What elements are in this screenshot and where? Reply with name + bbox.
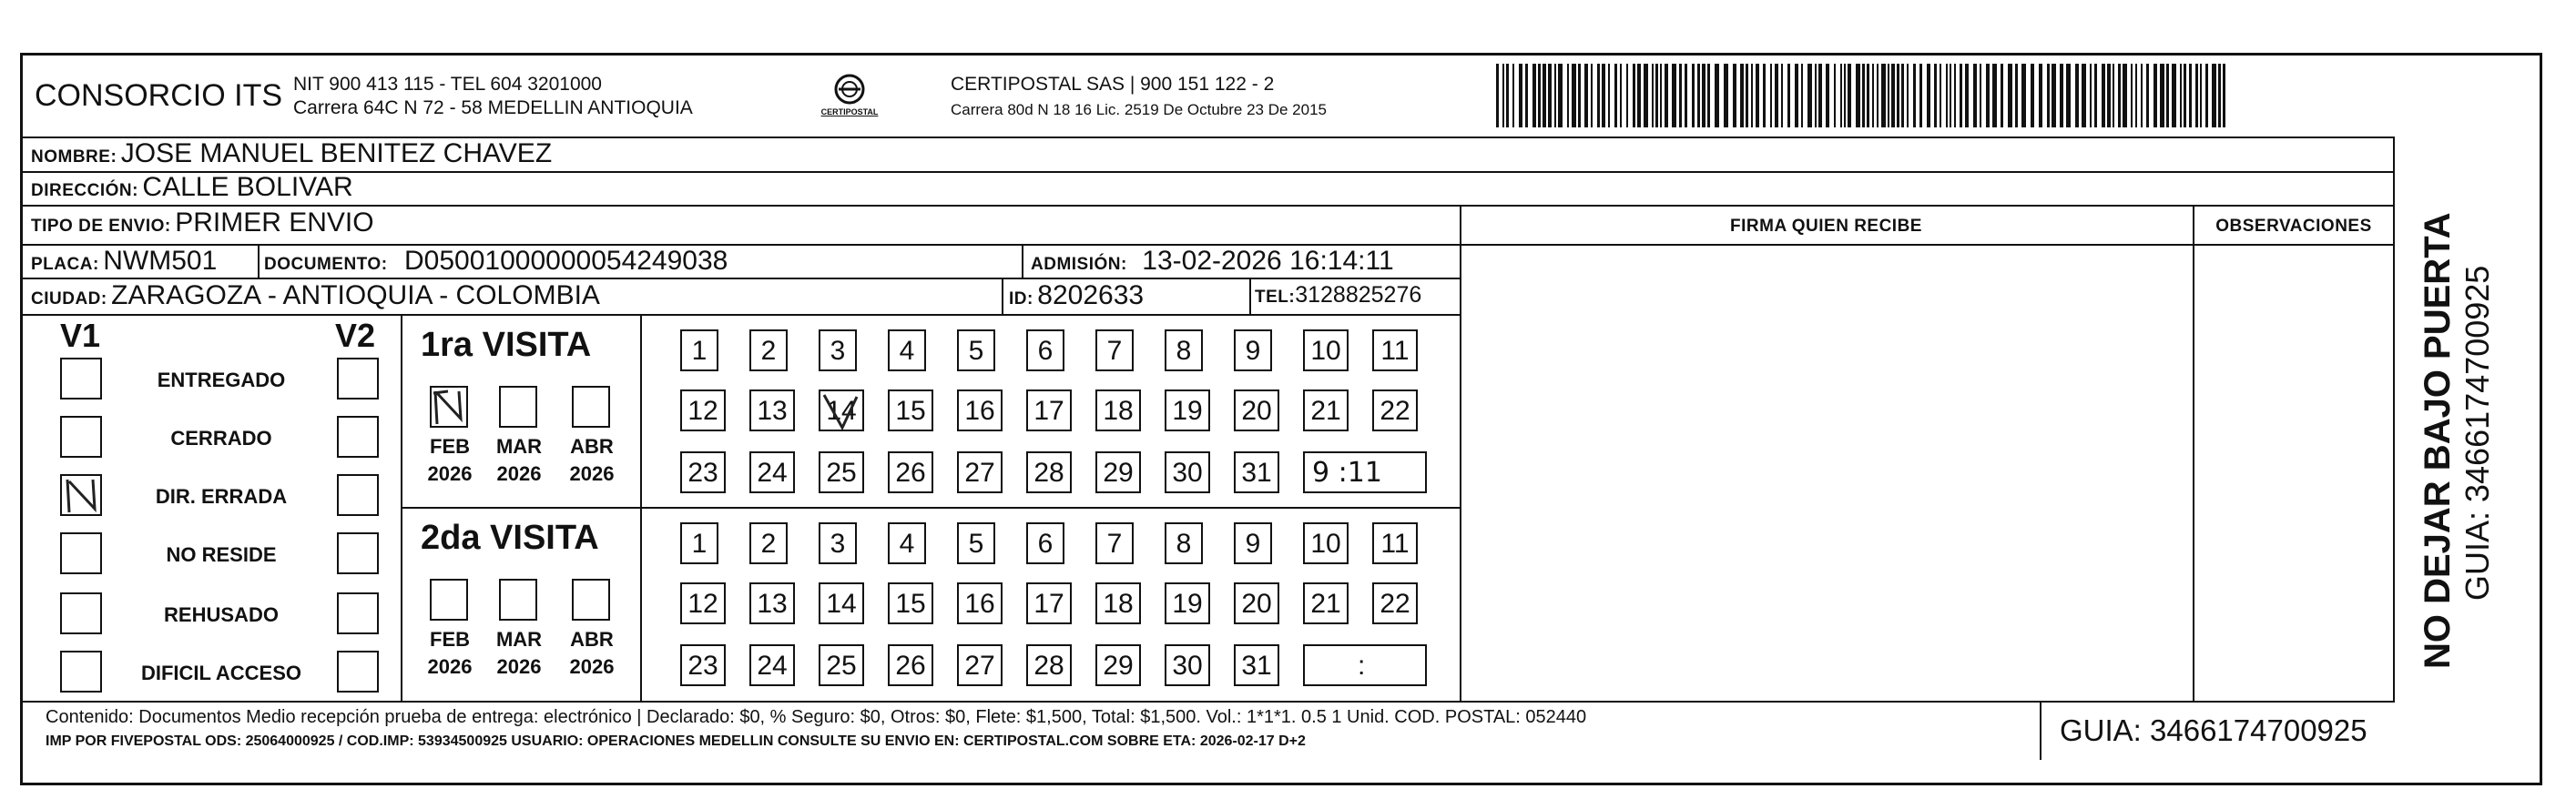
- tipo-envio-label: TIPO DE ENVIO:: [31, 217, 171, 236]
- month-year: 2026: [496, 655, 542, 678]
- status-label: CERRADO: [170, 427, 272, 450]
- day-box[interactable]: [1165, 644, 1210, 686]
- month-year: 2026: [569, 462, 615, 485]
- day-box[interactable]: [680, 451, 726, 493]
- day-number: 7: [1106, 336, 1123, 366]
- day-number: 4: [899, 336, 915, 366]
- day-number: 21: [1310, 396, 1341, 426]
- day-box[interactable]: [1026, 389, 1072, 431]
- day-number: 29: [1103, 458, 1134, 488]
- day-number: 14: [826, 589, 857, 619]
- ciudad-label: CIUDAD:: [31, 289, 107, 308]
- day-number: 15: [895, 396, 926, 426]
- month-checkbox[interactable]: [430, 579, 468, 621]
- v2-checkbox[interactable]: [337, 474, 379, 516]
- company-address: Carrera 64C N 72 - 58 MEDELLIN ANTIOQUIA: [293, 97, 693, 118]
- day-number: 8: [1176, 336, 1192, 366]
- v2-checkbox[interactable]: [337, 532, 379, 574]
- day-number: 19: [1172, 396, 1203, 426]
- day-number: 16: [964, 396, 995, 426]
- placa-value: NWM501: [103, 246, 218, 276]
- day-number: 6: [1037, 336, 1054, 366]
- day-number: 3: [830, 336, 846, 366]
- month-label: FEB: [430, 628, 470, 651]
- visit-title: 1ra VISITA: [421, 326, 592, 364]
- documento-value: D05001000000054249038: [404, 246, 728, 276]
- ciudad-value: ZARAGOZA - ANTIOQUIA - COLOMBIA: [111, 280, 600, 310]
- courier-name: CERTIPOSTAL SAS | 900 151 122 - 2: [951, 74, 1275, 95]
- day-box[interactable]: [1026, 582, 1072, 624]
- day-box[interactable]: [1372, 522, 1418, 564]
- day-box[interactable]: [1026, 644, 1072, 686]
- month-checkbox[interactable]: [430, 386, 468, 428]
- day-box[interactable]: [1095, 389, 1141, 431]
- day-number: 27: [964, 458, 995, 488]
- day-box[interactable]: [749, 522, 788, 564]
- month-year: 2026: [496, 462, 542, 485]
- day-box[interactable]: [1095, 644, 1141, 686]
- day-box[interactable]: [680, 329, 718, 371]
- day-box[interactable]: [1165, 582, 1210, 624]
- placa-label: PLACA:: [31, 255, 99, 274]
- day-number: 22: [1380, 396, 1410, 426]
- footer-imp: IMP POR FIVEPOSTAL ODS: 25064000925 / COD.IMP: 53934500925 USUARIO: OPERACIONES MEDELLIN CONSULTE SU ENVIO EN: CERTIPOSTAL.COM SOBRE ETA: 2026-02-17 D+2: [46, 733, 1306, 749]
- day-box[interactable]: [819, 582, 864, 624]
- status-label: NO RESIDE: [166, 543, 277, 566]
- side-guia: GUIA: 3466174700925: [2459, 265, 2496, 601]
- day-box[interactable]: [749, 389, 795, 431]
- v2-checkbox[interactable]: [337, 358, 379, 400]
- day-box[interactable]: [1095, 451, 1141, 493]
- status-label: ENTREGADO: [157, 369, 286, 391]
- day-box[interactable]: [680, 522, 718, 564]
- day-number: 13: [757, 396, 788, 426]
- tel-value: 3128825276: [1295, 282, 1422, 308]
- day-box[interactable]: [888, 582, 933, 624]
- day-number: 13: [757, 589, 788, 619]
- time-box[interactable]: [1303, 451, 1427, 493]
- day-number: 9: [1245, 336, 1261, 366]
- v2-checkbox[interactable]: [337, 416, 379, 458]
- day-number: 26: [895, 651, 926, 681]
- visit-title: 2da VISITA: [421, 519, 599, 557]
- day-number: 5: [968, 336, 984, 366]
- courier-address: Carrera 80d N 18 16 Lic. 2519 De Octubre 23 De 2015: [951, 101, 1327, 118]
- company-nit: NIT 900 413 115 - TEL 604 3201000: [293, 74, 602, 95]
- day-number: 1: [691, 336, 708, 366]
- day-box[interactable]: [888, 389, 933, 431]
- day-number: 4: [899, 529, 915, 559]
- v2-header: V2: [335, 317, 376, 354]
- observaciones-header: OBSERVACIONES: [2215, 217, 2372, 236]
- day-box[interactable]: [1026, 522, 1064, 564]
- day-box[interactable]: [1234, 522, 1272, 564]
- month-label: FEB: [430, 435, 470, 458]
- day-number: 20: [1241, 396, 1272, 426]
- day-number: 10: [1310, 529, 1341, 559]
- logo-text: CERTIPOSTAL: [820, 107, 879, 116]
- day-box[interactable]: [1372, 389, 1418, 431]
- day-number: 23: [687, 458, 718, 488]
- day-number: 29: [1103, 651, 1134, 681]
- day-number: 11: [1380, 529, 1410, 559]
- month-year: 2026: [427, 462, 473, 485]
- tipo-envio-value: PRIMER ENVIO: [175, 207, 374, 238]
- day-box[interactable]: [1234, 582, 1279, 624]
- direccion-value: CALLE BOLIVAR: [142, 172, 353, 202]
- day-box[interactable]: [957, 522, 995, 564]
- day-box[interactable]: [1026, 451, 1072, 493]
- day-box[interactable]: [1095, 522, 1134, 564]
- day-box[interactable]: [1234, 644, 1279, 686]
- month-year: 2026: [427, 655, 473, 678]
- day-number: 19: [1172, 589, 1203, 619]
- v1-checkbox[interactable]: [60, 651, 102, 693]
- day-number: 15: [895, 589, 926, 619]
- day-box[interactable]: [819, 451, 864, 493]
- day-box[interactable]: [957, 329, 995, 371]
- side-warning: NO DEJAR BAJO PUERTA: [2418, 212, 2458, 669]
- id-label: ID:: [1009, 289, 1033, 308]
- month-checkbox[interactable]: [499, 579, 537, 621]
- day-number: 22: [1380, 589, 1410, 619]
- day-box[interactable]: [749, 582, 795, 624]
- day-box[interactable]: [749, 329, 788, 371]
- day-box[interactable]: [1165, 389, 1210, 431]
- day-number: 12: [687, 396, 718, 426]
- day-box[interactable]: [680, 582, 726, 624]
- day-number: 21: [1310, 589, 1341, 619]
- day-number: 24: [757, 458, 788, 488]
- day-box[interactable]: [888, 644, 933, 686]
- day-box[interactable]: [819, 644, 864, 686]
- month-checkbox[interactable]: [572, 579, 610, 621]
- status-label: DIR. ERRADA: [155, 485, 288, 508]
- day-box[interactable]: [888, 522, 926, 564]
- day-number: 11: [1380, 336, 1410, 366]
- day-number: 23: [687, 651, 718, 681]
- status-label: REHUSADO: [164, 603, 279, 626]
- day-number: 30: [1172, 458, 1203, 488]
- month-label: MAR: [495, 435, 543, 458]
- day-box[interactable]: [1234, 389, 1279, 431]
- day-box[interactable]: [1165, 522, 1203, 564]
- day-box[interactable]: [1095, 582, 1141, 624]
- day-number: 8: [1176, 529, 1192, 559]
- day-box[interactable]: [1372, 329, 1418, 371]
- day-number: 17: [1033, 396, 1064, 426]
- admision-label: ADMISIÓN:: [1031, 255, 1127, 274]
- footer-contenido: Contenido: Documentos Medio recepción prueba de entrega: electrónico | Declarado: $0, % Seguro: $0, Otros: $0, Flete: $1,500, Total: $1,500. Vol.: 1*1*1. 0.5 1 Unid. COD. POSTAL: 052440: [46, 707, 1587, 727]
- status-label: DIFICIL ACCESO: [140, 662, 301, 684]
- company-name: CONSORCIO ITS: [35, 78, 283, 113]
- day-number: 27: [964, 651, 995, 681]
- time-box[interactable]: [1303, 644, 1427, 686]
- day-number: 9: [1245, 529, 1261, 559]
- day-number: 16: [964, 589, 995, 619]
- day-box[interactable]: [1303, 522, 1349, 564]
- month-label: ABR: [570, 435, 614, 458]
- time-value: :: [1358, 651, 1366, 681]
- day-number: 26: [895, 458, 926, 488]
- day-box[interactable]: [1026, 329, 1064, 371]
- day-box[interactable]: [1165, 329, 1203, 371]
- day-box[interactable]: [1165, 451, 1210, 493]
- day-box[interactable]: [1234, 451, 1279, 493]
- month-label: MAR: [495, 628, 543, 651]
- direccion-label: DIRECCIÓN:: [31, 181, 138, 200]
- v1-header: V1: [60, 317, 101, 354]
- month-label: ABR: [570, 628, 614, 651]
- day-box[interactable]: [957, 389, 1003, 431]
- day-number: 2: [760, 336, 777, 366]
- day-number: 2: [760, 529, 777, 559]
- day-box[interactable]: [819, 329, 857, 371]
- day-number: 14: [826, 396, 857, 426]
- day-number: 5: [968, 529, 984, 559]
- day-number: 25: [826, 651, 857, 681]
- time-value: 9 :11: [1312, 457, 1382, 489]
- day-number: 20: [1241, 589, 1272, 619]
- v1-checkbox[interactable]: [60, 474, 102, 516]
- day-number: 17: [1033, 589, 1064, 619]
- nombre-label: NOMBRE:: [31, 147, 117, 167]
- day-number: 24: [757, 651, 788, 681]
- firma-header: FIRMA QUIEN RECIBE: [1730, 217, 1922, 236]
- day-box[interactable]: [1234, 329, 1272, 371]
- tel-label: TEL:: [1255, 288, 1296, 307]
- day-number: 1: [691, 529, 708, 559]
- month-year: 2026: [569, 655, 615, 678]
- day-number: 18: [1103, 589, 1134, 619]
- v1-checkbox[interactable]: [60, 532, 102, 574]
- day-box[interactable]: [749, 451, 795, 493]
- day-box[interactable]: [888, 329, 926, 371]
- day-number: 30: [1172, 651, 1203, 681]
- day-box[interactable]: [957, 644, 1003, 686]
- v2-checkbox[interactable]: [337, 592, 379, 634]
- day-number: 18: [1103, 396, 1134, 426]
- nombre-value: JOSE MANUEL BENITEZ CHAVEZ: [120, 138, 553, 168]
- v1-checkbox[interactable]: [60, 358, 102, 400]
- day-number: 25: [826, 458, 857, 488]
- month-checkbox[interactable]: [499, 386, 537, 428]
- v1-checkbox[interactable]: [60, 592, 102, 634]
- day-box[interactable]: [888, 451, 933, 493]
- day-box[interactable]: [1303, 389, 1349, 431]
- day-box[interactable]: [1095, 329, 1134, 371]
- day-number: 12: [687, 589, 718, 619]
- day-number: 31: [1241, 458, 1272, 488]
- v1-checkbox[interactable]: [60, 416, 102, 458]
- day-box[interactable]: [749, 644, 795, 686]
- day-number: 3: [830, 529, 846, 559]
- month-checkbox[interactable]: [572, 386, 610, 428]
- day-box[interactable]: [680, 389, 726, 431]
- day-box[interactable]: [1372, 582, 1418, 624]
- day-box[interactable]: [957, 582, 1003, 624]
- day-box[interactable]: [1303, 582, 1349, 624]
- day-box[interactable]: [819, 389, 864, 431]
- day-box[interactable]: [957, 451, 1003, 493]
- day-number: 28: [1033, 458, 1064, 488]
- day-box[interactable]: [1303, 329, 1349, 371]
- day-box[interactable]: [819, 522, 857, 564]
- day-box[interactable]: [680, 644, 726, 686]
- documento-label: DOCUMENTO:: [264, 255, 388, 274]
- day-number: 28: [1033, 651, 1064, 681]
- footer-guia: GUIA: 3466174700925: [2060, 713, 2367, 747]
- day-number: 31: [1241, 651, 1272, 681]
- day-number: 7: [1106, 529, 1123, 559]
- day-number: 6: [1037, 529, 1054, 559]
- admision-value: 13-02-2026 16:14:11: [1142, 246, 1394, 276]
- v2-checkbox[interactable]: [337, 651, 379, 693]
- day-number: 10: [1310, 336, 1341, 366]
- id-value: 8202633: [1037, 280, 1145, 310]
